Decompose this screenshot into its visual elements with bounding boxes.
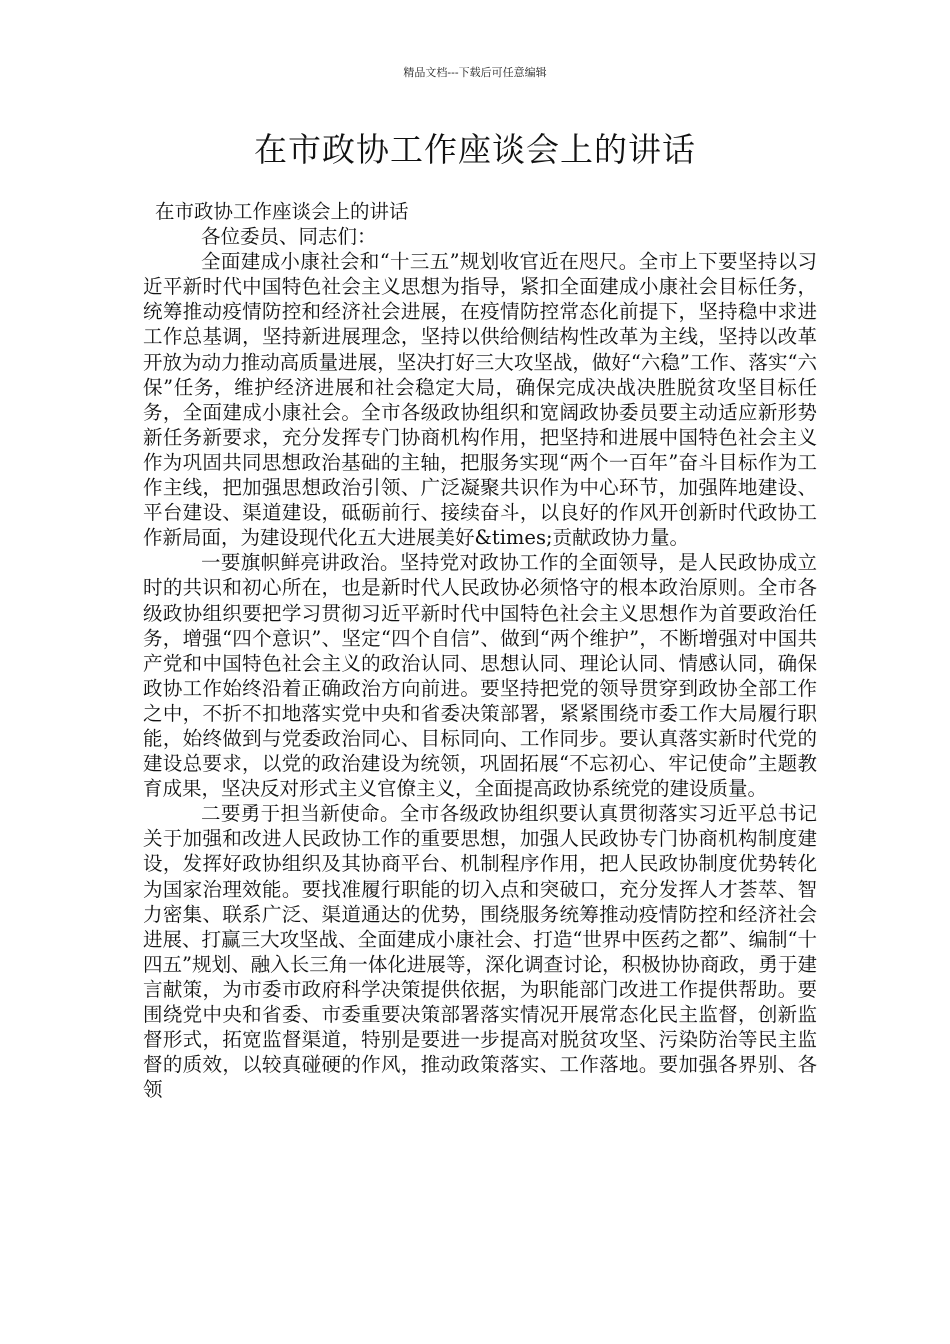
paragraph-politics: 一要旗帜鲜亮讲政治。坚持党对政协工作的全面领导，是人民政协成立时的共识和初心所在，也是新时代人民政协必须恪守的根本政治原则。全市各级政协组织要把学习贯彻习近平新时代中国特色社会主义思想作为首要政治任务，增强“四个意识”、坚定“四个自信”、做到“两个维护”，不断增强对中国共产党和中国特色社会主义的政治认同、思想认同、理论认同、情感认同，确保政协工作始终沿着正确政治方向前进。要坚持把党的领导贯穿到政协全部工作之中，不折不扣地落实党中央和省委决策部署，紧紧围绕市委工作大局履行职能，始终做到与党委政治同心、目标同向、工作同步。要认真落实新时代党的建设总要求，以党的政治建设为统领，巩固拓展“不忘初心、牢记使命”主题教育成果，坚决反对形式主义官僚主义，全面提高政协系统党的建设质量。 [143, 551, 817, 801]
page-header-note: 精品文档---下载后可任意编辑 [403, 66, 547, 79]
salutation: 各位委员、同志们： [201, 225, 377, 249]
document-subtitle: 在市政协工作座谈会上的讲话 [155, 200, 409, 223]
paragraph-intro: 全面建成小康社会和“十三五”规划收官近在咫尺。全市上下要坚持以习近平新时代中国特色社会主义思想为指导，紧扣全面建成小康社会目标任务，统筹推动疫情防控和经济社会进展，在疫情防控常态化前提下，坚持稳中求进工作总基调，坚持新进展理念，坚持以供给侧结构性改革为主线，坚持以改革开放为动力推动高质量进展，坚决打好三大攻坚战，做好“六稳”工作、落实“六保”任务，维护经济进展和社会稳定大局，确保完成决战决胜脱贫攻坚目标任务，全面建成小康社会。全市各级政协组织和宽阔政协委员要主动适应新形势新任务新要求，充分发挥专门协商机构作用，把坚持和进展中国特色社会主义作为巩固共同思想政治基础的主轴，把服务实现“两个一百年”奋斗目标作为工作主线，把加强思想政治引领、广泛凝聚共识作为中心环节，加强阵地建设、平台建设、渠道建设，砥砺前行、接续奋斗，以良好的作风开创新时代政协工作新局面，为建设现代化五大进展美好&times;贡献政协力量。 [143, 250, 817, 550]
paragraph-mission: 二要勇于担当新使命。全市各级政协组织要认真贯彻落实习近平总书记关于加强和改进人民政协工作的重要思想，加强人民政协专门协商机构制度建设，发挥好政协组织及其协商平台、机制程序作用，把人民政协制度优势转化为国家治理效能。要找准履行职能的切入点和突破口，充分发挥人才荟萃、智力密集、联系广泛、渠道通达的优势，围绕服务统筹推动疫情防控和经济社会进展、打赢三大攻坚战、全面建成小康社会、打造“世界中医药之都”、编制“十四五”规划、融入长三角一体化进展等，深化调查讨论，积极协协商政，勇于建言献策，为市委市政府科学决策提供依据，为职能部门改进工作提供帮助。要围绕党中央和省委、市委重要决策部署落实情况开展常态化民主监督，创新监督形式，拓宽监督渠道，特别是要进一步提高对脱贫攻坚、污染防治等民主监督的质效，以较真碰硬的作风，推动政策落实、工作落地。要加强各界别、各领 [143, 802, 817, 1102]
document-title: 在市政协工作座谈会上的讲话 [254, 130, 696, 169]
document-body [143, 199, 817, 1102]
